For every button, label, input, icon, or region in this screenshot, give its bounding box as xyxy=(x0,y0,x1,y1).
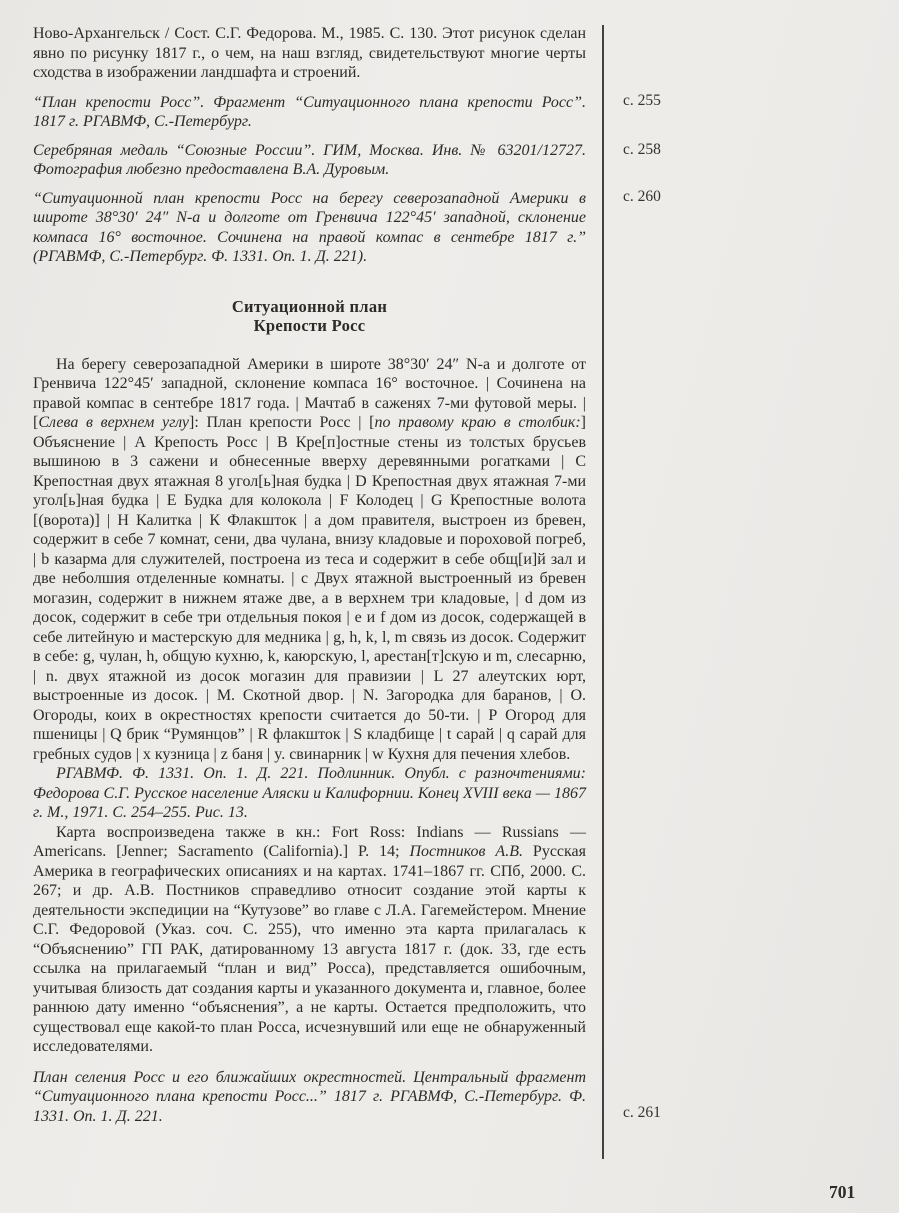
text-column xyxy=(33,24,586,1126)
margin-page-ref-260: с. 260 xyxy=(623,188,661,205)
margin-rule xyxy=(602,25,604,1159)
figure-caption-settlement-plan: План селения Росс и его ближайших окрестностей. Центральный фрагмент “Ситуационного плана крепости Росс...” 1817 г. РГАВМФ, С.-Петербург. Ф. 1331. Оп. 1. Д. 221. xyxy=(33,1068,586,1125)
margin-page-ref-255: с. 255 xyxy=(623,92,661,109)
margin-page-ref-261: с. 261 xyxy=(623,1104,661,1121)
figure-caption-plan-fragment: “План крепости Росс”. Фрагмент “Ситуационного плана крепости Росс”. 1817 г. РГАВМФ, С.-Петербург. xyxy=(33,93,586,130)
text-segment: Карта воспроизведена также в кн.: Fort Ross: Indians — Russians — Americans. [Jenner; Sacramento (California).] P. 14; xyxy=(33,823,586,860)
paragraph-continuation: Ново-Архангельск / Сост. С.Г. Федорова. М., 1985. С. 130. Этот рисунок сделан явно по рисунку 1817 г., о чем, на наш взгляд, свидетельствуют многие черты сходства в изображении ландшафта и строений. xyxy=(33,25,586,81)
figure-caption-situational-plan: “Ситуационной план крепости Росс на берегу северозападной Америки в широте 38°30′ 24″ N-а и долготе от Гренвича 122°45′ западной, склонение компаса 16° восточное. Сочинена на правой компас в сентебре 1817 г.” (РГАВМФ, С.-Петербург. Ф. 1331. Оп. 1. Д. 221). xyxy=(33,189,586,265)
text-segment: Русская Америка в географических описаниях и на картах. 1741–1867 гг. СПб, 2000. С. 267; и др. А.В. Постников справедливо относит создание этой карты к деятельности экспедиции на “Кутузове” во главе с Л.А. Гагемейстером. Мнение С.Г. Федоровой (Указ. соч. С. 255), что именно эта карта прилагалась к “Объяснению” ГП РАК, датированному 13 августа 1817 г. (док. 33, где есть ссылка на прилагаемый “план и вид” Росса), представляется ошибочным, учитывая близость дат создания карты и указанного документа и, главное, более раннюю дату именно “объяснения”, а не карты. Остается предположить, что существовал еще какой-то план Росса, исчезнувший или еще не обнаруженный исследователями. xyxy=(33,843,587,1055)
heading-line-1: Ситуационной план xyxy=(231,296,388,316)
document-transcription-paragraph xyxy=(33,355,586,765)
text-segment: ] Объяснение | А Крепость Росс | В Кре[п]остные стены из толстых брусьев вышиною в 3 сажени и обнесенные вверху деревянными рогатками | С Крепостная двух ятажная 8 угол[ь]ная будка | D Крепостная двух ятажная 7-ми угол[ь]ная будка | Е Будка для колокола | F Колодец | G Крепостные волота [(ворота)] | Н Калитка | К Флакшток | а дом правителя, выстроен из бревен, содержит в себе 7 комнат, сени, два чулана, внизу кладовые и пороховой погреб, | b казарма для служителей, построена из теса и содержит в себе общ[и]й зал и две неболшия отделенные комнаты. | с Двух ятажной выстроенный из бревен могазин, содержит в нижнем ятаже две, а в верхнем три кладовые, | d дом из досок, содержит в себе три отдельныя покоя | е и f дом из досок, содержащей в себе литейную и мастерскую для медника | g, h, k, l, m связь из досок. Содержит в себе: g, чулан, h, общую кухню, k, каюрскую, l, арестан[т]скую и m, слесарню, | n. двух ятажной из досок могазин для правизии | L 27 алеутских юрт, выстроенные из досок. | М. Скотной двор. | N. Загородка для баранов, | О. Огороды, коих в окрестностях крепости считается до 50-ти. | Р Огород для пшеницы | Q брик “Румянцов” | R флакшток | S кладбище | t сарай | q сарай для гребных судов | x кузница | z баня | y. свинарник | w Кухня для печения хлебов. xyxy=(33,414,586,763)
archive-source-paragraph: РГАВМФ. Ф. 1331. Оп. 1. Д. 221. Подлинник. Опубл. с разночтениями: Федорова С.Г. Русское население Аляски и Калифорнии. Конец XVIII века — 1867 г. М., 1971. С. 254–255. Рис. 13. xyxy=(33,765,586,821)
page-number: 701 xyxy=(829,1182,856,1202)
section-heading xyxy=(33,297,586,335)
text-segment: На берегу северозападной Америки в широте 38°30′ 24″ N-а и долготе от Гренвича 122°45′ западной, склонение компаса 16° восточное. | Сочинена на правой компас в сентебре 1817 года. | Мачтаб в саженях 7-ми футовой меры. | [ xyxy=(33,355,586,431)
margin-page-ref-258: с. 258 xyxy=(623,141,661,158)
commentary-paragraph xyxy=(33,823,586,1057)
text-segment: ]: План крепости Росс | [ xyxy=(188,414,375,431)
text-segment-italic: по правому краю в столбик: xyxy=(374,414,581,431)
text-segment-italic: Постников А.В. xyxy=(409,843,523,860)
text-segment-italic: Слева в верхнем углу xyxy=(38,414,189,431)
heading-line-2: Крепости Росс xyxy=(253,315,366,335)
figure-caption-silver-medal: Серебряная медаль “Союзные России”. ГИМ, Москва. Инв. № 63201/12727. Фотография любезно предоставлена В.А. Дуровым. xyxy=(33,141,586,178)
